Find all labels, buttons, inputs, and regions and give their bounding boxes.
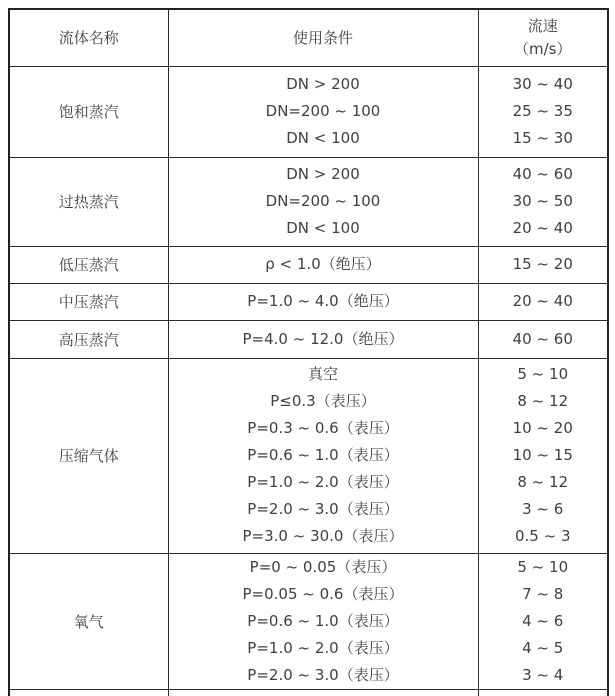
fluid-name-cell: 过热蒸汽 <box>9 157 168 246</box>
speeds-cell <box>478 283 608 320</box>
table-row <box>9 157 608 246</box>
condition-line: P=0 ~ 0.05（表压） <box>249 557 397 576</box>
condition-line: DN < 100 <box>286 219 360 237</box>
condition-line: 真空 <box>307 365 338 383</box>
table-row <box>9 66 608 157</box>
condition-line: P=1.0 ~ 2.0（表压） <box>247 638 399 657</box>
conditions-cell <box>168 246 478 283</box>
speed-line: 5 ~ 10 <box>517 365 569 383</box>
table-row <box>9 246 608 283</box>
speed-line: 8 ~ 12 <box>517 392 569 410</box>
speed-line: 7 ~ 8 <box>522 584 564 603</box>
conditions-cell <box>168 358 478 553</box>
condition-line: DN < 100 <box>286 129 360 147</box>
condition-line: P=2.0 ~ 3.0（表压） <box>247 500 399 518</box>
speed-line: 10 ~ 15 <box>512 446 573 464</box>
condition-line: DN > 200 <box>286 165 360 183</box>
conditions-cell <box>168 66 478 157</box>
col-header-fluid-name: 流体名称 <box>9 9 168 66</box>
fluid-name-cell: 氧气 <box>9 553 168 689</box>
col-header-conditions: 使用条件 <box>168 9 478 66</box>
table-row <box>9 358 608 553</box>
speed-line: 3 ~ 6 <box>522 500 564 518</box>
condition-line: P=0.05 ~ 0.6（表压） <box>242 584 404 603</box>
fluid-name-cell: 饱和蒸汽 <box>9 66 168 157</box>
speed-line: 15 ~ 30 <box>512 129 573 147</box>
speeds-cell <box>478 246 608 283</box>
condition-line: P=1.0 ~ 2.0（表压） <box>247 473 399 491</box>
table-row <box>9 553 608 689</box>
condition-line: ρ < 1.0（绝压） <box>265 255 381 273</box>
speeds-cell <box>478 66 608 157</box>
condition-line: P=3.0 ~ 30.0（表压） <box>242 527 404 545</box>
speed-line: 8 ~ 12 <box>517 473 569 491</box>
speed-line: 30 ~ 50 <box>512 192 573 210</box>
speeds-cell <box>478 157 608 246</box>
condition-line: P=0.6 ~ 1.0（表压） <box>247 446 399 464</box>
fluid-name-cell: 低压蒸汽 <box>9 246 168 283</box>
fluid-name-cell: 高压蒸汽 <box>9 320 168 358</box>
conditions-cell <box>168 553 478 689</box>
condition-line: DN=200 ~ 100 <box>265 192 381 210</box>
speed-line: 15 ~ 20 <box>512 255 573 273</box>
table-body <box>9 66 608 696</box>
speed-line: 30 ~ 40 <box>512 75 573 93</box>
velocity-header-unit: （m/s） <box>514 39 572 58</box>
speeds-cell <box>478 553 608 689</box>
speed-line: 20 ~ 40 <box>512 219 573 237</box>
speed-line: 25 ~ 35 <box>512 102 573 120</box>
fluid-name-cell: 中压蒸汽 <box>9 283 168 320</box>
condition-line: P=1.0 ~ 4.0（绝压） <box>247 292 399 310</box>
fluid-name-cell: 压缩气体 <box>9 358 168 553</box>
conditions-cell <box>168 689 478 696</box>
condition-line: DN > 200 <box>286 75 360 93</box>
condition-line: DN=200 ~ 100 <box>265 102 381 120</box>
condition-line: P=0.3 ~ 0.6（表压） <box>247 419 399 437</box>
speed-line: 0.5 ~ 3 <box>514 527 571 545</box>
speed-line: 5 ~ 10 <box>517 557 569 576</box>
speeds-cell <box>478 358 608 553</box>
velocity-header-label: 流速 <box>527 16 558 35</box>
condition-line: P≤0.3（表压） <box>270 392 376 410</box>
speed-line: 40 ~ 60 <box>512 165 573 183</box>
conditions-cell <box>168 283 478 320</box>
speed-line: 4 ~ 6 <box>522 611 564 630</box>
speeds-cell <box>478 320 608 358</box>
fluid-name-cell <box>9 689 168 696</box>
fluid-velocity-table <box>8 8 609 696</box>
table-row <box>9 320 608 358</box>
speed-line: 10 ~ 20 <box>512 419 573 437</box>
speed-line: 3 ~ 4 <box>522 665 564 684</box>
speed-line: 40 ~ 60 <box>512 329 573 348</box>
partial-row <box>9 689 608 696</box>
speed-line: 4 ~ 5 <box>522 638 564 657</box>
header-row <box>9 9 608 66</box>
conditions-cell <box>168 320 478 358</box>
table-header <box>9 9 608 66</box>
condition-line: P=0.6 ~ 1.0（表压） <box>247 611 399 630</box>
conditions-cell <box>168 157 478 246</box>
table-row <box>9 283 608 320</box>
condition-line: P=2.0 ~ 3.0（表压） <box>247 665 399 684</box>
col-header-velocity <box>478 9 608 66</box>
condition-line: P=4.0 ~ 12.0（绝压） <box>242 329 404 348</box>
speed-line: 20 ~ 40 <box>512 292 573 310</box>
speeds-cell <box>478 689 608 696</box>
